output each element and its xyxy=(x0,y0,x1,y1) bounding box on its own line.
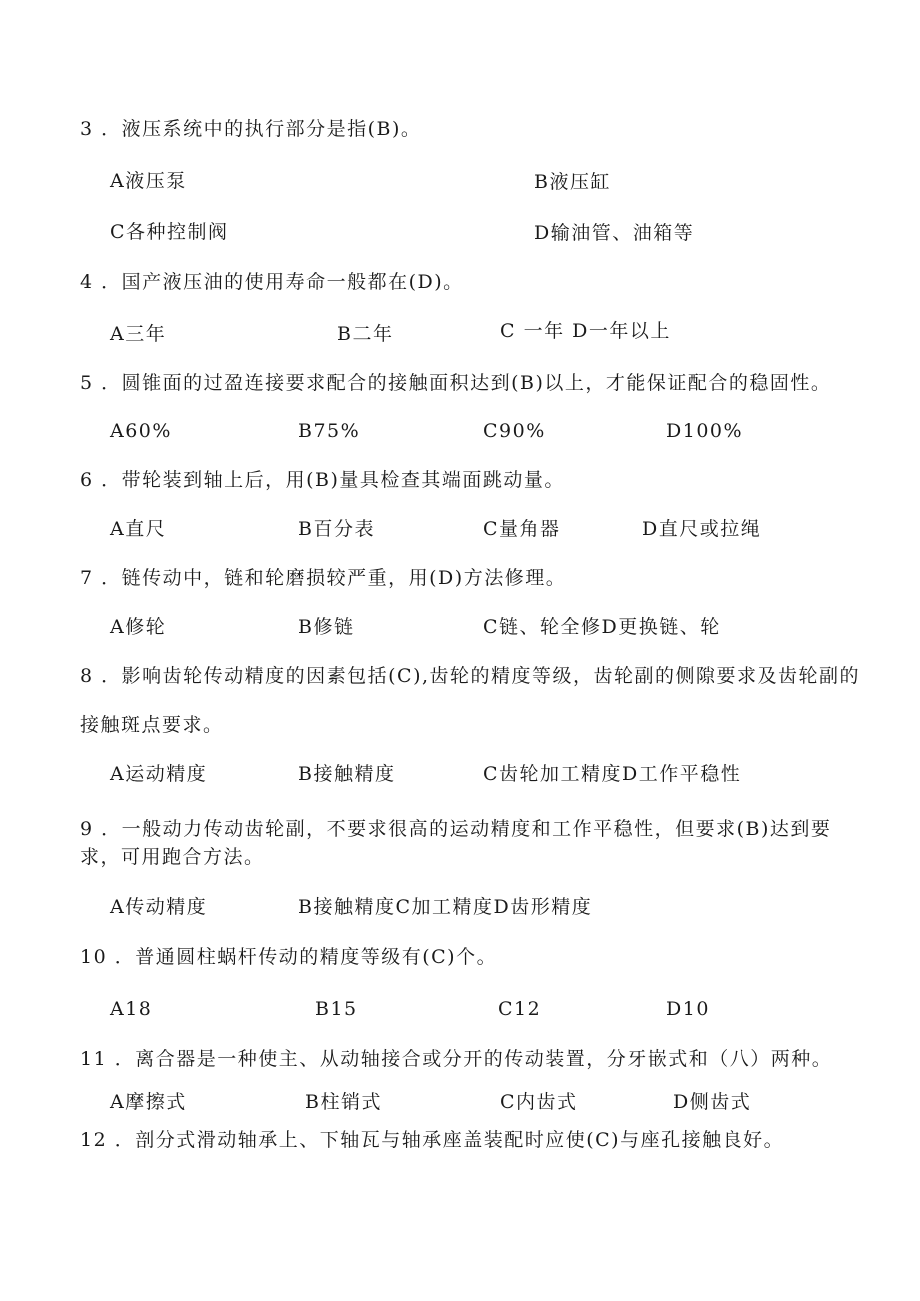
question-5-option-d: D100% xyxy=(666,420,744,442)
question-3-stem: 3 ．液压系统中的执行部分是指(B)。 xyxy=(80,118,422,140)
question-11-option-c: C内齿式 xyxy=(500,1091,578,1113)
question-9-option-bcd: B接触精度C加工精度D齿形精度 xyxy=(298,896,593,918)
question-10-stem: 10 ．普通圆柱蜗杆传动的精度等级有(C)个。 xyxy=(80,946,498,968)
question-7-option-cd: C链、轮全修D更换链、轮 xyxy=(483,616,721,638)
question-3-option-a: A液压泵 xyxy=(110,170,187,192)
question-3-option-c: C各种控制阀 xyxy=(110,221,229,243)
question-10-option-b: B15 xyxy=(315,998,358,1020)
question-4-stem: 4 ．国产液压油的使用寿命一般都在(D)。 xyxy=(80,271,464,293)
question-8-option-cd: C齿轮加工精度D工作平稳性 xyxy=(483,763,742,785)
question-7-option-a: A修轮 xyxy=(110,616,167,638)
question-4-option-cd: C 一年 D一年以上 xyxy=(500,320,671,342)
question-11-option-a: A摩擦式 xyxy=(110,1091,187,1113)
question-6-option-b: B百分表 xyxy=(298,518,375,540)
question-5-stem: 5 ．圆锥面的过盈连接要求配合的接触面积达到(B)以上，才能保证配合的稳固性。 xyxy=(80,372,832,394)
question-8-option-a: A运动精度 xyxy=(110,763,208,785)
question-6-option-a: A直尺 xyxy=(110,518,167,540)
question-6-stem: 6 ．带轮装到轴上后，用(B)量具检查其端面跳动量。 xyxy=(80,469,565,491)
question-6-option-c: C量角器 xyxy=(483,518,561,540)
question-11-option-b: B柱销式 xyxy=(305,1091,382,1113)
question-8-stem-continued: 接触斑点要求。 xyxy=(80,714,224,736)
question-10-option-d: D10 xyxy=(666,998,710,1020)
question-10-option-a: A18 xyxy=(110,998,153,1020)
question-5-option-b: B75% xyxy=(298,420,361,442)
question-11-stem: 11 ．离合器是一种使主、从动轴接合或分开的传动装置，分牙嵌式和（八）两种。 xyxy=(80,1048,833,1070)
question-5-option-c: C90% xyxy=(483,420,546,442)
question-11-option-d: D侧齿式 xyxy=(673,1091,752,1113)
question-4-option-b: B二年 xyxy=(337,323,394,345)
question-5-option-a: A60% xyxy=(110,420,172,442)
question-3-option-b: B液压缸 xyxy=(534,171,611,193)
question-7-option-b: B修链 xyxy=(298,616,355,638)
question-3-option-d: D输油管、油箱等 xyxy=(534,222,695,244)
question-8-stem: 8 ．影响齿轮传动精度的因素包括(C),齿轮的精度等级，齿轮副的侧隙要求及齿轮副的 xyxy=(80,665,861,687)
question-9-stem-continued: 求，可用跑合方法。 xyxy=(80,846,265,868)
question-10-option-c: C12 xyxy=(498,998,542,1020)
question-8-option-b: B接触精度 xyxy=(298,763,396,785)
question-6-option-d: D直尺或拉绳 xyxy=(642,518,762,540)
question-9-option-a: A传动精度 xyxy=(110,896,208,918)
question-4-option-a: A三年 xyxy=(110,323,167,345)
question-9-stem: 9 ．一般动力传动齿轮副，不要求很高的运动精度和工作平稳性，但要求(B)达到要 xyxy=(80,818,832,840)
question-12-stem: 12 ．剖分式滑动轴承上、下轴瓦与轴承座盖装配时应使(C)与座孔接触良好。 xyxy=(80,1129,785,1151)
question-7-stem: 7 ．链传动中，链和轮磨损较严重，用(D)方法修理。 xyxy=(80,567,567,589)
